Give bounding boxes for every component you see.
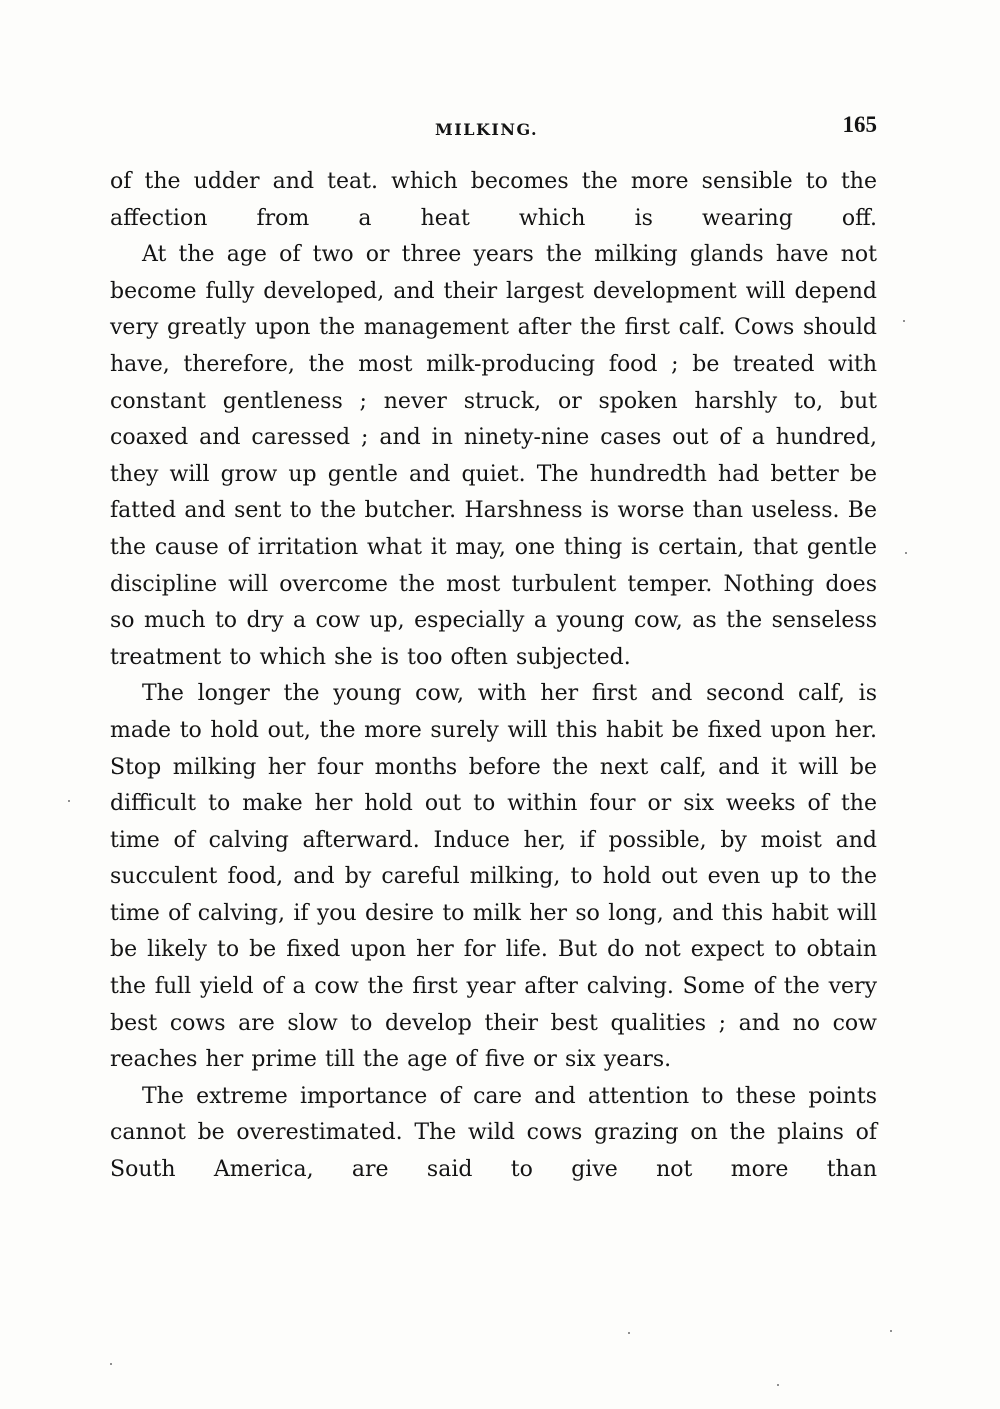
- paragraph: At the age of two or three years the milking glands have not become fully developed, and their largest development will depend very greatly upon the management after the first calf. Cows should have, therefore, the most milk-producing food ; be treated with constant gentleness ; never struck, or spoken harshly to, but coaxed and caressed ; and in ninety-nine cases out of a hundred, they will grow up gentle and quiet. The hundredth had better be fatted and sent to the butcher. Harshness is worse than useless. Be the cause of irritation what it may, one thing is certain, that gentle discipline will overcome the most turbulent temper. Nothing does so much to dry a cow up, especially a young cow, as the senseless treatment to which she is too often subjected.: [110, 242, 877, 670]
- scan-speck: [628, 1332, 630, 1334]
- scan-speck: [68, 800, 70, 802]
- scan-speck: [890, 1330, 892, 1332]
- page-header: [110, 112, 877, 148]
- scan-speck: [905, 552, 907, 554]
- scan-speck: [110, 1363, 112, 1365]
- scan-speck: [903, 320, 905, 322]
- running-title: MILKING.: [435, 120, 539, 139]
- body-text: [110, 164, 877, 1189]
- paragraph: The extreme importance of care and attention to these points cannot be overestimated. The wild cows grazing on the plains of South America, are said to give not more than: [110, 1083, 877, 1183]
- scan-speck: [777, 1384, 779, 1386]
- paragraph: The longer the young cow, with her first and second calf, is made to hold out, the more surely will this habit be fixed upon her. Stop milking her four months before the next calf, and it will be difficult to make her hold out to within four or six weeks of the time of calving afterward. Induce her, if possible, by moist and succulent food, and by careful milking, to hold out even up to the time of calving, if you desire to milk her so long, and this habit will be likely to be fixed upon her for life. But do not expect to obtain the full yield of a cow the first year after calving. Some of the very best cows are slow to develop their best qualities ; and no cow reaches her prime till the age of five or six years.: [110, 681, 877, 1073]
- paragraph-continuation: of the udder and teat. which becomes the more sensible to the affection from a heat which is wearing off.: [110, 169, 877, 231]
- book-page: [110, 112, 877, 1189]
- page-number: 165: [842, 112, 877, 137]
